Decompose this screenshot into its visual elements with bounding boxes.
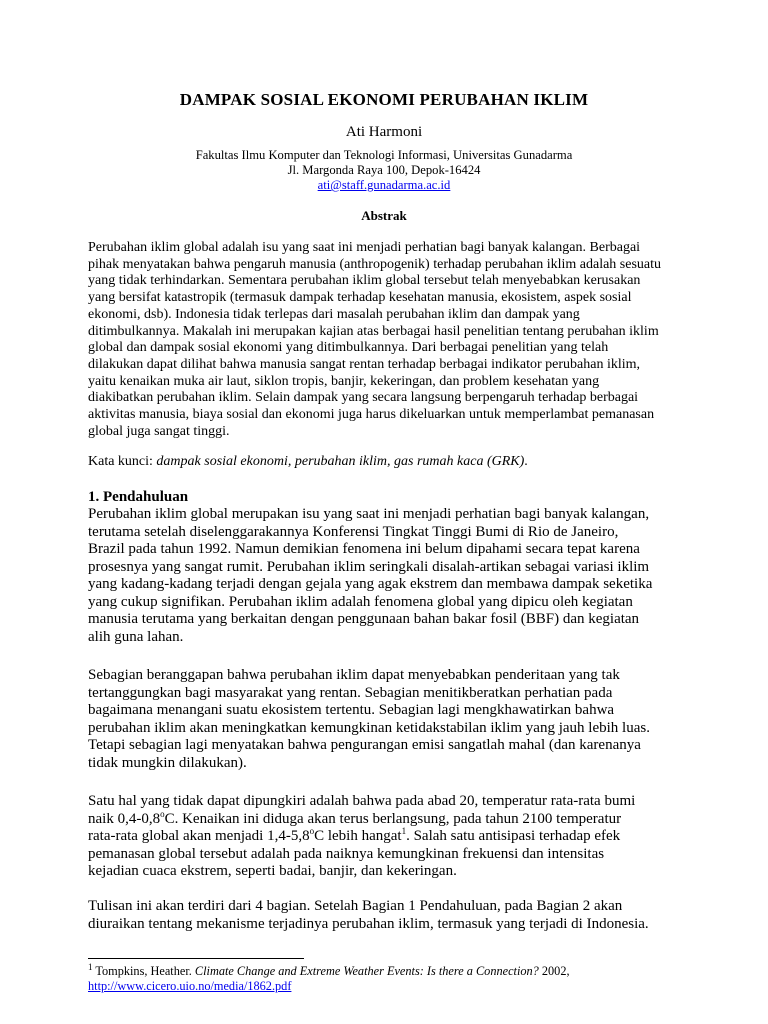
- paragraph-line: [88, 828, 678, 846]
- paragraph-line: perubahan iklim akan meningkatkan kemungkinan ketidakstabilan iklim yang jauh lebih luas.: [88, 719, 650, 736]
- paragraph-line: tidak mungkin dilakukan).: [88, 754, 247, 771]
- paragraph-line: bagaimana menangani suatu ekosistem tertentu. Sebagian lagi mengkhawatirkan bahwa: [88, 702, 615, 718]
- paragraph-line: Sebagian beranggapan bahwa perubahan iklim dapat menyebabkan penderitaan yang tak: [88, 667, 620, 683]
- footnote-author: Tompkins, Heather.: [92, 964, 195, 978]
- text-run: C. Kenaikan ini diduga akan terus berlangsung, pada tahun 2100 temperatur: [164, 810, 622, 827]
- author-name: Ati Harmoni: [345, 124, 423, 140]
- text-run: naik 0,4-0,8: [88, 810, 161, 827]
- paragraph-line: tertanggungkan bagi masyarakat yang rentan. Sebagian menitikberatkan perhatian pada: [88, 684, 613, 701]
- text-run: C lebih hangat: [314, 828, 402, 844]
- abstract-line: global dan dampak sosial ekonomi yang ditimbulkannya. Dari berbagai penelitian yang telah: [88, 340, 609, 356]
- abstract-line: ditimbulkannya. Makalah ini merupakan kajian atas berbagai hasil penelitian tentang perubahan iklim: [88, 323, 659, 339]
- footnote-divider: [88, 958, 304, 959]
- paragraph-line: kejadian cuaca ekstrem, seperti badai, banjir, dan kekeringan.: [88, 863, 457, 879]
- footnote-year: 2002,: [538, 964, 570, 978]
- abstract-body: [88, 240, 678, 440]
- keywords: [88, 454, 678, 471]
- footnote-ref[interactable]: 1: [401, 826, 407, 836]
- abstract-line: aktivitas manusia, biaya sosial dan ekonomi juga harus dikeluarkan untuk memperlambat pemanasan: [88, 407, 655, 423]
- section-heading: 1. Pendahuluan: [88, 489, 189, 505]
- abstract-line: Perubahan iklim global adalah isu yang saat ini menjadi perhatian bagi banyak kalangan. Berbagai: [88, 240, 641, 255]
- paragraph-line: manusia terutama yang berkaitan dengan penggunaan bahan bakar fosil (BBF) dan kegiatan: [88, 611, 640, 627]
- author-affiliation: Fakultas Ilmu Komputer dan Teknologi Informasi, Universitas Gunadarma: [195, 148, 573, 162]
- abstract-line: yang tidak terhindarkan. Sementara perubahan iklim global tersebut telah menyebabkan kerusakan: [88, 273, 641, 289]
- keywords-list: dampak sosial ekonomi, perubahan iklim, gas rumah kaca (GRK): [156, 454, 525, 469]
- footnote-title: Climate Change and Extreme Weather Events: Is there a Connection?: [194, 964, 539, 978]
- paragraph-line: terutama setelah diselenggarakannya Konferensi Tingkat Tinggi Bumi di Rio de Janeiro,: [88, 523, 619, 540]
- abstract-line: diakibatkan perubahan iklim. Selain dampak yang secara langsung berpengaruh terhadap berbagai: [88, 390, 639, 406]
- paragraph-line: yang kadang-kadang terjadi dengan gejala yang agak ekstrem dan membawa dampak seketika: [88, 576, 653, 592]
- abstract-line: yang bersifat katastropik (termasuk dampak terhadap kesehatan manusia, ekosistem, aspek sosial: [88, 290, 632, 306]
- paper-title: DAMPAK SOSIAL EKONOMI PERUBAHAN IKLIM: [179, 90, 589, 109]
- paragraph-line: yang cukup signifikan. Perubahan iklim adalah fenomena global yang dipicu oleh kegiatan: [88, 593, 633, 610]
- author-address: Jl. Margonda Raya 100, Depok-16424: [287, 163, 481, 177]
- degree-sup: o: [309, 826, 315, 836]
- paragraph-line: diuraikan tentang mekanisme terjadinya perubahan iklim, termasuk yang terjadi di Indonesia.: [88, 915, 649, 932]
- abstract-line: dilakukan dapat dilihat bahwa manusia sangat rentan terhadap berbagai indikator perubahan iklim,: [88, 356, 641, 372]
- paragraph-line: [88, 808, 678, 829]
- paragraph-line: Tulisan ini akan terdiri dari 4 bagian. Setelah Bagian 1 Pendahuluan, pada Bagian 2 akan: [88, 898, 623, 914]
- author-email-link[interactable]: ati@staff.gunadarma.ac.id: [317, 178, 451, 192]
- footnote-url-link[interactable]: http://www.cicero.uio.no/media/1862.pdf: [88, 979, 292, 993]
- degree-sup: o: [160, 808, 165, 819]
- paragraph-4: [88, 898, 678, 933]
- paragraph-line: prosesnya yang sangat rumit. Perubahan iklim seringkali disalah-artikan sebagai variasi iklim: [88, 558, 650, 575]
- paragraph-line: alih guna lahan.: [88, 628, 184, 645]
- paragraph-1: [88, 506, 678, 646]
- text-run: . Salah satu antisipasi terhadap efek: [406, 828, 621, 844]
- paragraph-2: [88, 667, 678, 772]
- footnote-citation: [88, 961, 688, 979]
- paragraph-line: Brazil pada tahun 1992. Namun demikian fenomena ini belum dipahami secara tepat karena: [88, 541, 640, 557]
- footnote-mark: 1: [88, 961, 93, 972]
- paragraph-line: pemanasan global tersebut adalah pada naiknya kemungkinan frekuensi dan intensitas: [88, 845, 605, 862]
- paragraph-line: Satu hal yang tidak dapat dipungkiri adalah bahwa pada abad 20, temperatur rata-rata bumi: [88, 793, 636, 809]
- keywords-end: .: [524, 454, 528, 469]
- paragraph-3: [88, 793, 678, 881]
- abstract-line: yaitu kenaikan muka air laut, siklon tropis, banjir, kekeringan, dan problem kesehatan yang: [88, 373, 600, 389]
- footnote: [88, 961, 688, 994]
- text-run: rata-rata global akan menjadi 1,4-5,8: [88, 828, 310, 844]
- abstract-line: pihak menyatakan bahwa pengaruh manusia (anthropogenik) terhadap perubahan iklim adalah sesuatu: [88, 256, 662, 272]
- keywords-label: Kata kunci:: [88, 454, 157, 469]
- abstract-heading: Abstrak: [361, 208, 407, 223]
- abstract-line: global juga sangat tinggi.: [88, 423, 230, 439]
- paragraph-line: Perubahan iklim global merupakan isu yang saat ini menjadi perhatian bagi banyak kalangan,: [88, 506, 650, 522]
- paragraph-line: Tetapi sebagian lagi menyatakan bahwa pengurangan emisi sangatlah mahal (dan karenanya: [88, 737, 641, 753]
- abstract-line: ekonomi, dsb). Indonesia tidak terlepas dari masalah perubahan iklim dan dampak yang: [88, 306, 580, 322]
